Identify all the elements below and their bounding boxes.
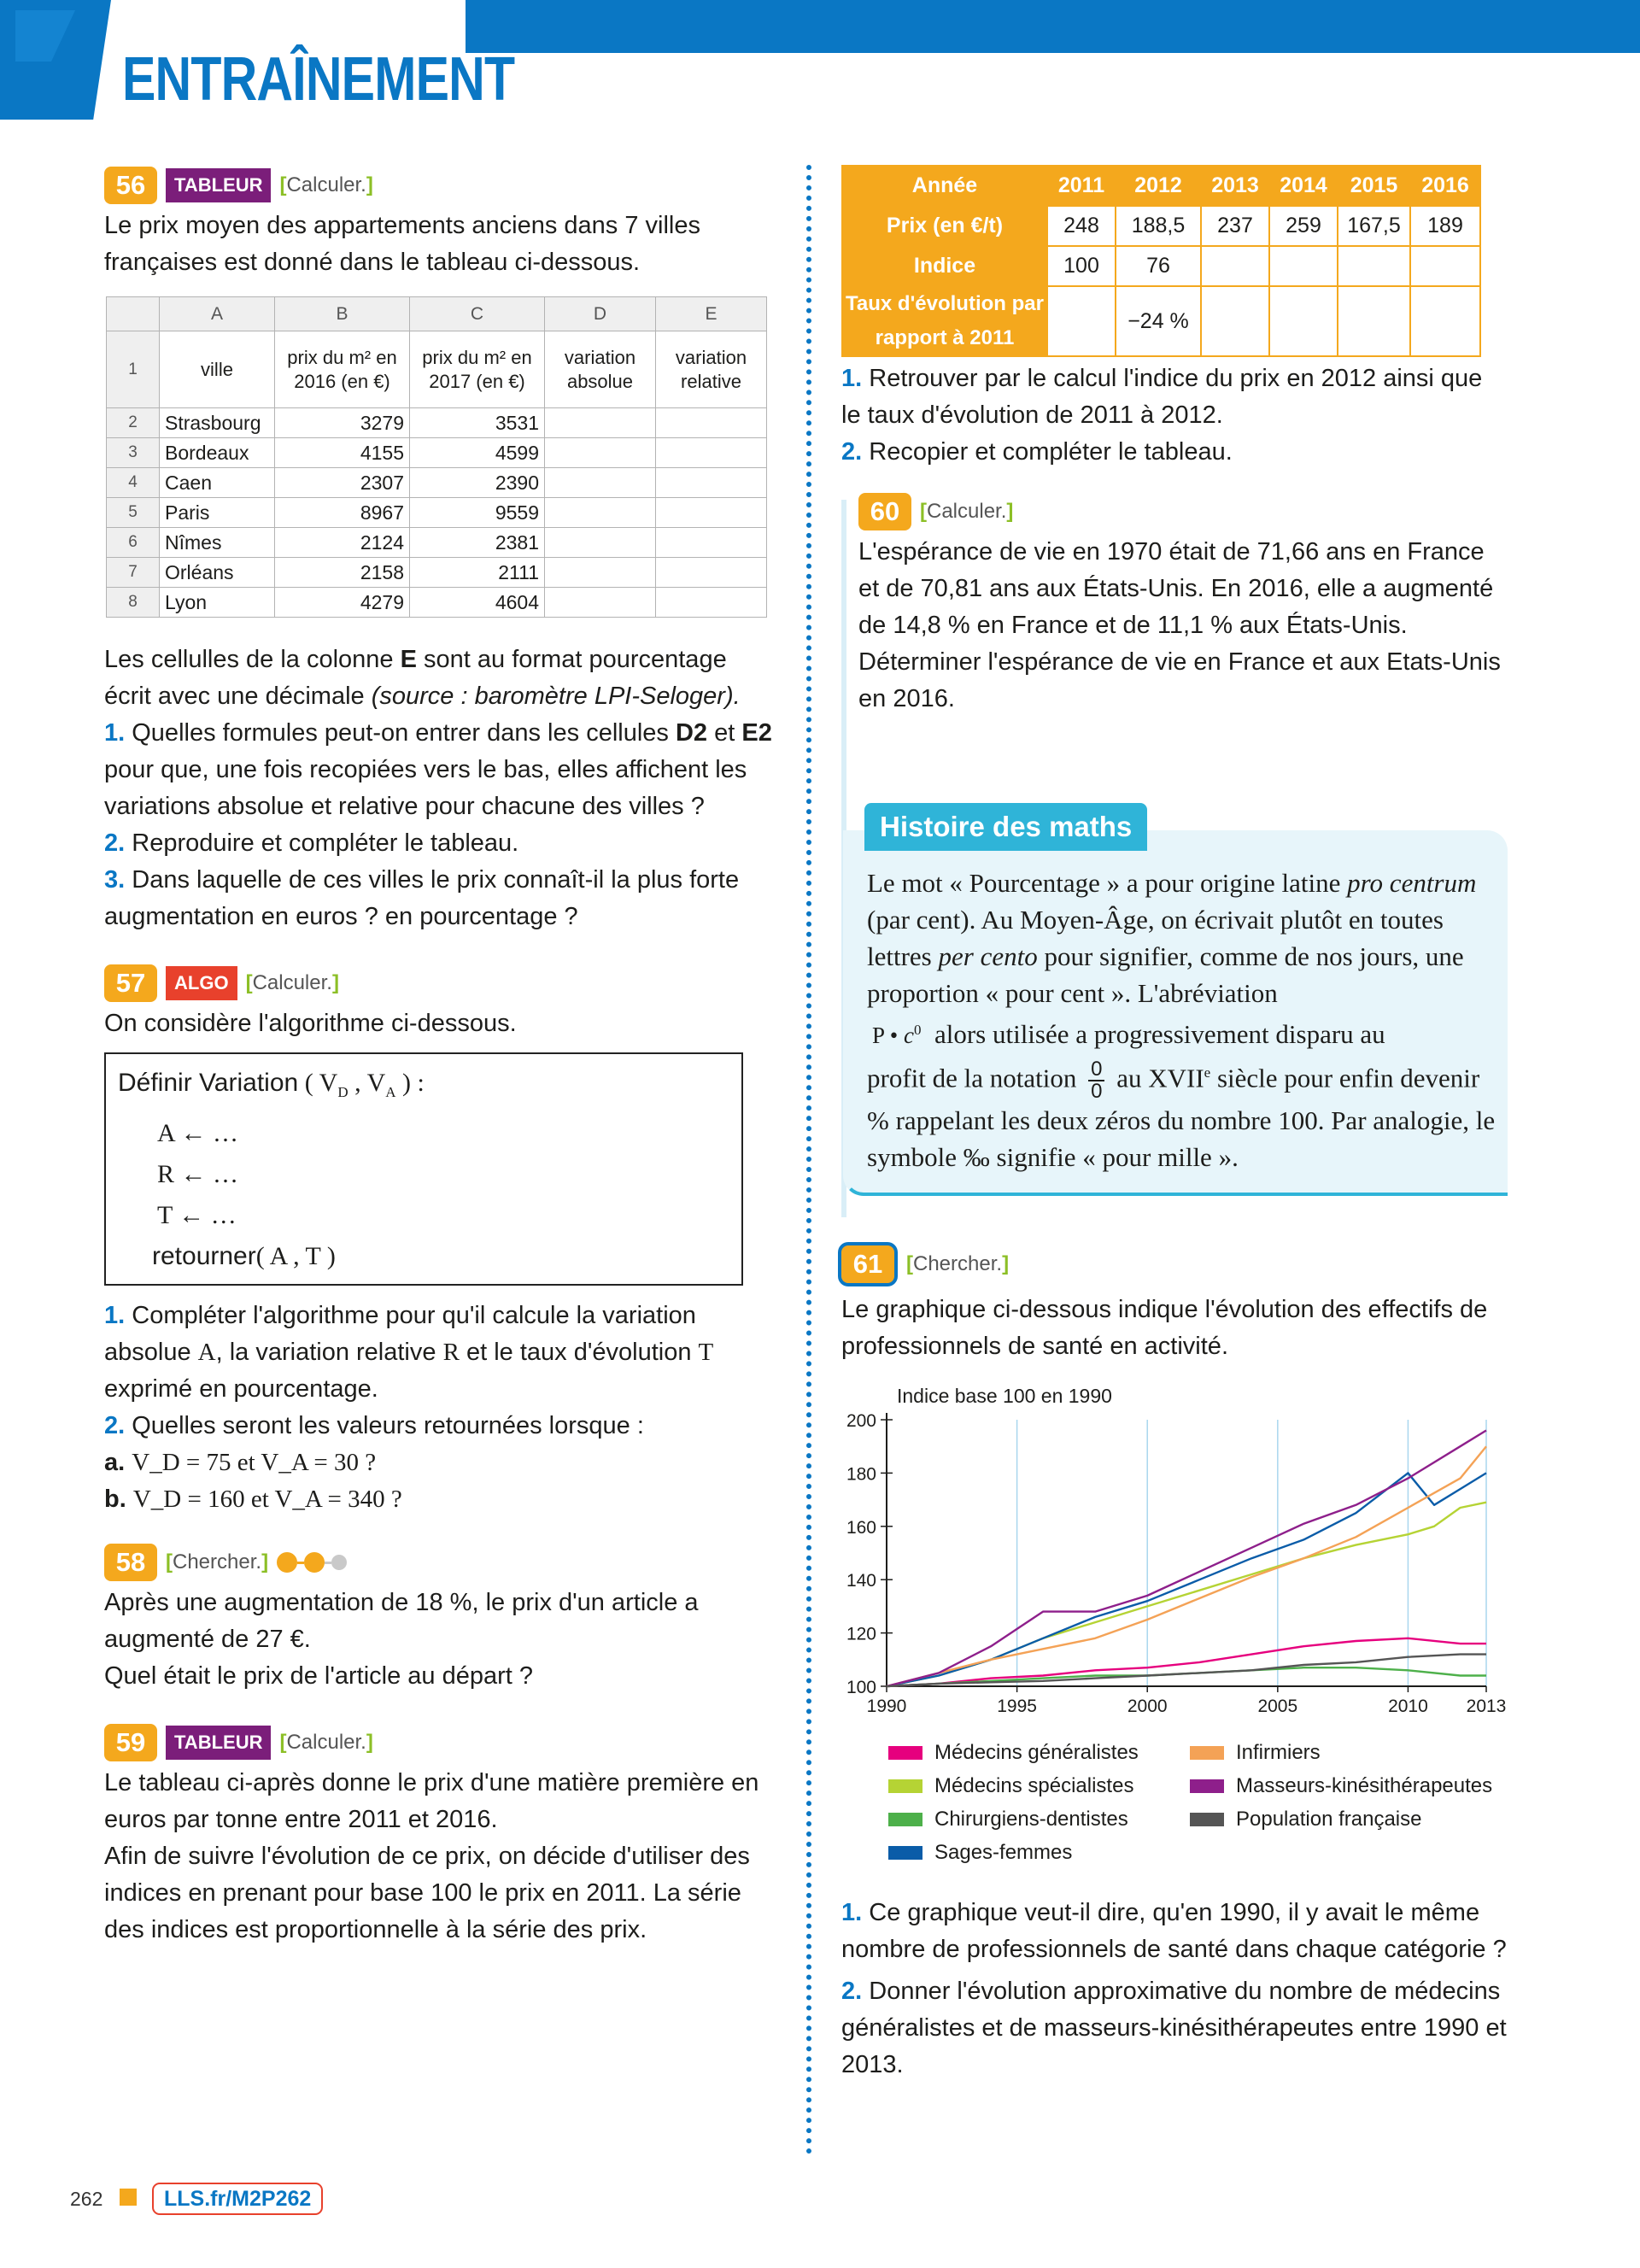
exercise-60-question: Déterminer l'espérance de vie en France et aux Etats-Unis en 2016. (858, 648, 1501, 712)
history-title: Histoire des maths (864, 803, 1147, 851)
history-text: Le mot « Pourcentage » a pour origine latine pro centrum (par cent). Au Moyen-Âge, on écrivait plutôt en toutes lettres per cento pour signifier, comme de nos jours, une proportion « pour cent ». L'abréviation P • $c^0$ alors utilisée a progressivement disparu au profit de la notation $\frac{0}{0}$ au XVIIe siècle pour enfin devenir % rappelant les deux zéros du nombre 100. Par analogie, le symbole ‰ signifie « pour mille ». (867, 868, 1496, 1173)
exercise-57-question-2a: a. V_D = 75 et V_A = 30 ? (104, 1449, 377, 1476)
exercise-61-header (841, 1245, 1508, 1283)
exercise-57-question-2b: b. V_D = 160 et V_A = 340 ? (104, 1486, 402, 1513)
exercise-58-text: Après une augmentation de 18 %, le prix d'un article a augmenté de 27 €. (104, 1589, 699, 1653)
algorithm-line: Définir Variation ( $V_D$ , $V_A$ ) : (118, 1069, 425, 1100)
exercise-56-question-3: 3. Dans laquelle de ces villes le prix connaît-il la plus forte augmentation en euros ? en pourcentage ? (104, 866, 740, 930)
y-tick-label: 160 (846, 1517, 876, 1538)
y-tick-label: 180 (846, 1464, 876, 1485)
exercise-59-question-2: 2. Recopier et compléter le tableau. (841, 438, 1233, 466)
algorithm-line: A ← … (157, 1119, 239, 1147)
index-table-row-rate: Taux d'évolution par rapport à 2011 −24 % (842, 286, 1480, 356)
x-tick-label: 2013 (1466, 1697, 1507, 1716)
header-band (466, 0, 1640, 53)
spreadsheet-table (106, 296, 767, 618)
left-column (104, 167, 779, 1949)
exercise-61-questions (841, 1895, 1516, 2083)
legend-label: Médecins spécialistes (934, 1774, 1134, 1797)
x-tick-label: 2005 (1257, 1697, 1298, 1716)
y-tick-label: 100 (846, 1678, 876, 1697)
tableur-tag: TABLEUR (166, 1726, 271, 1760)
spreadsheet-row: 7 Orléans 2158 2111 (107, 558, 767, 588)
x-tick-label: 1995 (997, 1697, 1037, 1716)
index-table-row-price: Prix (en €/t) 248 188,5 237 259 167,5 189 (842, 206, 1480, 246)
exercise-56-question-1: 1. Quelles formules peut-on entrer dans les cellules D2 et E2 pour que, une fois recopiées vers le bas, elles affichent les variations absolue et relative pour chacune des villes ? (104, 719, 772, 820)
exercise-type: [Calculer.] (245, 971, 339, 994)
spreadsheet-row: 2 Strasbourg 3279 3531 (107, 408, 767, 438)
legend-swatch (888, 1746, 922, 1760)
exercise-61-question-2: 2. Donner l'évolution approximative du nombre de médecins généralistes et de masseurs-kinésithérapeutes entre 1990 et 2013. (841, 1978, 1507, 2078)
exercise-57-question-1: 1. Compléter l'algorithme pour qu'il calcule la variation absolue A, la variation relative R et le taux d'évolution T exprimé en pourcentage. (104, 1302, 714, 1403)
chart-grid (1017, 1420, 1486, 1686)
exercise-56-format-note: Les cellulles de la colonne E sont au format pourcentage écrit avec une décimale (source : baromètre LPI-Seloger). (104, 646, 741, 710)
algo-tag: ALGO (166, 966, 237, 1000)
exercise-59-header (104, 1724, 779, 1761)
legend-label: Masseurs-kinésithérapeutes (1236, 1774, 1493, 1797)
page-number: 262 (70, 2188, 103, 2210)
exercise-number: 58 (104, 1544, 157, 1581)
exercise-type: [Calculer.] (279, 1731, 373, 1754)
legend-item (1190, 1774, 1492, 1798)
exercise-61 (841, 1245, 1508, 1365)
y-tick-label: 200 (846, 1411, 876, 1431)
spreadsheet-row: 3 Bordeaux 4155 4599 (107, 438, 767, 468)
legend-swatch (888, 1813, 922, 1826)
spreadsheet-column-letters: A B C D E (107, 297, 767, 331)
legend-item (1190, 1808, 1421, 1831)
exercise-58-question: Quel était le prix de l'article au départ ? (104, 1662, 534, 1690)
zero-over-zero-fraction: $\frac{0}{0}$ (1088, 1059, 1104, 1102)
difficulty-dot-empty (331, 1555, 347, 1570)
exercise-type: [Calculer.] (920, 500, 1014, 523)
x-tick-label: 1990 (866, 1697, 907, 1716)
spreadsheet-header-row: 1 ville prix du m² en 2016 (en €) prix du m² en 2017 (en €) variation absolue variation relative (107, 331, 767, 408)
legend-swatch (888, 1779, 922, 1793)
algorithm-line: T ← … (157, 1201, 237, 1229)
legend-item (1190, 1741, 1321, 1765)
exercise-56-header (104, 167, 779, 204)
spreadsheet-row: 4 Caen 2307 2390 (107, 468, 767, 498)
difficulty-dot-filled (304, 1552, 325, 1573)
spreadsheet-row: 6 Nîmes 2124 2381 (107, 528, 767, 558)
exercise-type: [Chercher.] (166, 1550, 269, 1574)
exercise-number: 57 (104, 964, 157, 1002)
legend-item (888, 1841, 1072, 1865)
legend-swatch (1190, 1813, 1224, 1826)
legend-swatch (1190, 1779, 1224, 1793)
tableur-tag: TABLEUR (166, 168, 271, 202)
exercise-type: [Chercher.] (906, 1252, 1010, 1275)
exercise-56-question-2: 2. Reproduire et compléter le tableau. (104, 829, 519, 857)
exercise-60-text: L'espérance de vie en 1970 était de 71,66 ans en France et de 70,81 ans aux États-Unis. En 2016, elle a augmenté de 14,8 % en France et de 11,1 % aux États-Unis. (858, 538, 1494, 639)
right-column (841, 165, 1508, 718)
exercise-60-header (858, 493, 1508, 530)
x-tick-label: 2000 (1127, 1697, 1168, 1716)
legend-swatch (888, 1846, 922, 1860)
index-table (841, 165, 1481, 357)
legend-label: Chirurgiens-dentistes (934, 1808, 1128, 1831)
legend-swatch (1190, 1746, 1224, 1760)
exercise-61-question-1: 1. Ce graphique veut-il dire, qu'en 1990, il y avait le même nombre de professionnels de santé dans chaque catégorie ? (841, 1899, 1507, 1963)
exercise-number: 60 (858, 493, 911, 530)
y-tick-label: 140 (846, 1571, 876, 1591)
column-divider (806, 165, 811, 2155)
algorithm-line: R ← … (157, 1160, 239, 1188)
exercise-59-text-1: Le tableau ci-après donne le prix d'une matière première en euros par tonne entre 2011 et 2016. (104, 1769, 759, 1833)
y-tick-label: 120 (846, 1624, 876, 1644)
exercise-57-intro: On considère l'algorithme ci-dessous. (104, 1010, 517, 1037)
exercise-number: 56 (104, 167, 157, 204)
legend-label: Infirmiers (1236, 1741, 1321, 1764)
algorithm-box (104, 1052, 743, 1286)
legend-label: Sages-femmes (934, 1841, 1073, 1864)
footer-square (120, 2189, 137, 2206)
exercise-59-question-1: 1. Retrouver par le calcul l'indice du prix en 2012 ainsi que le taux d'évolution de 2011 à 2012. (841, 365, 1483, 429)
exercise-57-header (104, 964, 779, 1002)
difficulty-dot-filled (277, 1552, 297, 1573)
algorithm-line: retourner( A , T ) (152, 1242, 336, 1270)
exercise-57-question-2: 2. Quelles seront les valeurs retournées lorsque : (104, 1412, 644, 1439)
exercise-59-text-2: Afin de suivre l'évolution de ce prix, on décide d'utiliser des indices en prenant pour base 100 le prix en 2011. La série des indices est proportionnelle à la série des prix. (104, 1843, 750, 1943)
exercise-type: [Calculer.] (279, 173, 373, 196)
difficulty-dots (277, 1552, 347, 1573)
index-table-row-year: Année 2011 2012 2013 2014 2015 2016 (842, 166, 1480, 206)
exercise-58-header (104, 1544, 779, 1581)
resource-link[interactable]: LLS.fr/M2P262 (152, 2183, 323, 2215)
legend-label: Médecins généralistes (934, 1741, 1139, 1764)
chart-lines (887, 1431, 1486, 1687)
exercise-number: 59 (104, 1724, 157, 1761)
exercise-61-intro: Le graphique ci-dessous indique l'évolution des effectifs de professionnels de santé en activité. (841, 1296, 1488, 1360)
page-title: ENTRAÎNEMENT (122, 45, 515, 114)
spreadsheet-row: 5 Paris 8967 9559 (107, 498, 767, 528)
legend-item (888, 1774, 1133, 1798)
exercise-60 (841, 493, 1508, 718)
legend-item (888, 1741, 1139, 1765)
exercise-number: 61 (841, 1245, 894, 1283)
legend-label: Population française (1236, 1808, 1422, 1831)
x-tick-label: 2010 (1388, 1697, 1428, 1716)
series-line (887, 1431, 1486, 1687)
exercise-56-intro: Le prix moyen des appartements anciens dans 7 villes françaises est donné dans le tableau ci-dessous. (104, 212, 700, 276)
index-table-row-index: Indice 100 76 (842, 246, 1480, 286)
health-workforce-line-chart (837, 1382, 1512, 1732)
spreadsheet-row: 8 Lyon 4279 4604 (107, 588, 767, 618)
legend-item (888, 1808, 1128, 1831)
chart-title: Indice base 100 en 1990 (897, 1385, 1112, 1407)
